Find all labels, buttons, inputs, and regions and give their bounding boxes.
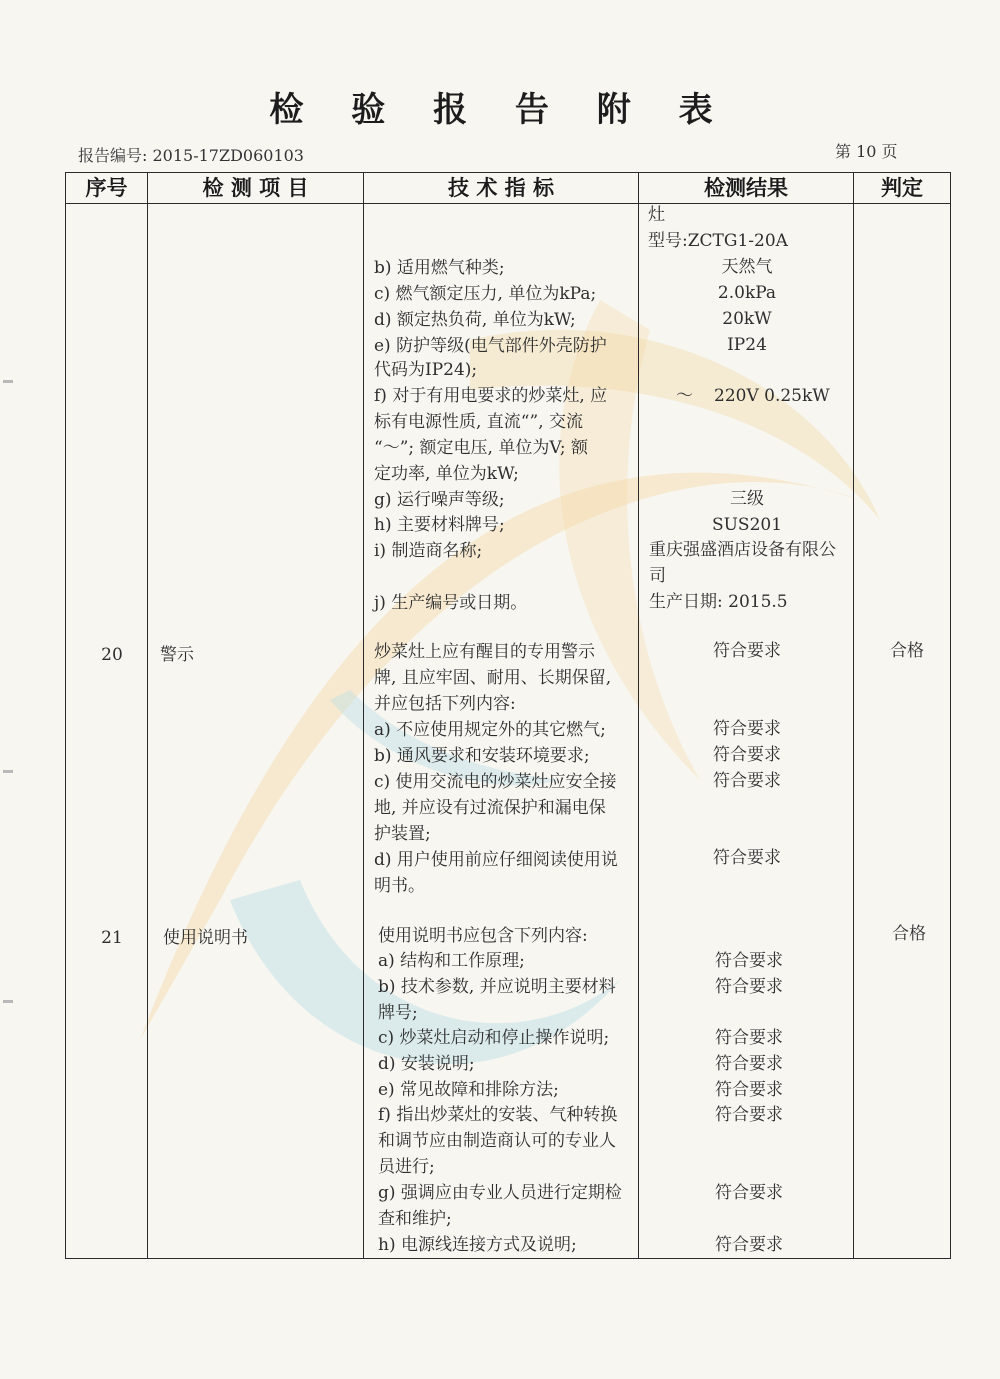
result-line: 符合要求 xyxy=(713,848,781,868)
spec-line: 护装置; xyxy=(374,824,431,844)
result-line: SUS201 xyxy=(711,515,783,535)
inspection-item: 警示 xyxy=(160,645,194,665)
spec-line: 定功率, 单位为kW; xyxy=(374,464,519,484)
result-line: 符合要求 xyxy=(713,719,781,739)
spec-line: d) 安装说明; xyxy=(378,1054,475,1074)
result-line: 符合要求 xyxy=(715,1105,783,1125)
column-divider xyxy=(363,172,364,1259)
report-number: 报告编号: 2015-17ZD060103 xyxy=(78,146,304,165)
result-line: 20kW xyxy=(722,309,772,329)
spec-line: i) 制造商名称; xyxy=(374,541,483,561)
table-border-top xyxy=(65,172,951,173)
result-line: 2.0kPa xyxy=(717,283,777,303)
result-line: 符合要求 xyxy=(715,1028,783,1048)
judgement: 合格 xyxy=(890,641,924,661)
result-line: 灶 xyxy=(648,205,665,225)
spec-line: “～”; 额定电压, 单位为V; 额 xyxy=(374,438,589,458)
spec-line: g) 强调应由专业人员进行定期检 xyxy=(378,1183,622,1203)
header-divider xyxy=(65,203,951,204)
result-line: 重庆强盛酒店设备有限公 xyxy=(649,540,836,560)
spec-line: 牌, 且应牢固、耐用、长期保留, xyxy=(374,668,612,688)
result-line: 符合要求 xyxy=(715,1080,783,1100)
table-border-bottom xyxy=(65,1258,951,1259)
column-header-no: 序号 xyxy=(85,176,128,200)
result-line: 符合要求 xyxy=(713,641,781,661)
judgement: 合格 xyxy=(892,924,926,944)
column-header-item: 检 测 项 目 xyxy=(202,176,309,200)
result-line: 符合要求 xyxy=(715,1235,783,1255)
result-line: 司 xyxy=(649,566,666,586)
spec-line: b) 适用燃气种类; xyxy=(374,258,505,278)
spec-line: e) 常见故障和排除方法; xyxy=(378,1080,559,1100)
page-number: 第 10 页 xyxy=(835,142,898,161)
column-header-result: 检测结果 xyxy=(704,176,788,200)
spec-line: 炒菜灶上应有醒目的专用警示 xyxy=(374,642,595,662)
column-divider xyxy=(950,172,951,1259)
result-line: 符合要求 xyxy=(713,745,781,765)
result-line: 符合要求 xyxy=(713,771,781,791)
inspection-item: 使用说明书 xyxy=(163,928,248,948)
spec-line: d) 用户使用前应仔细阅读使用说 xyxy=(374,850,618,870)
spec-line: a) 结构和工作原理; xyxy=(378,951,525,971)
column-divider xyxy=(147,172,148,1259)
row-number: 20 xyxy=(101,645,123,665)
spec-line: 牌号; xyxy=(378,1003,418,1023)
spec-line: d) 额定热负荷, 单位为kW; xyxy=(374,310,576,330)
spec-line: 标有电源性质, 直流“”, 交流 xyxy=(374,412,583,432)
row-number: 21 xyxy=(101,928,123,948)
column-divider xyxy=(638,172,639,1259)
result-line: 三级 xyxy=(730,489,764,509)
spec-line: 查和维护; xyxy=(378,1209,452,1229)
result-line: 型号:ZCTG1-20A xyxy=(648,231,788,251)
spec-line: b) 技术参数, 并应说明主要材料 xyxy=(378,977,616,997)
spec-line: 并应包括下列内容: xyxy=(374,694,516,714)
result-line: 生产日期: 2015.5 xyxy=(649,592,788,612)
result-line: 符合要求 xyxy=(715,1054,783,1074)
result-line: ～ xyxy=(676,386,693,406)
spec-line: h) 主要材料牌号; xyxy=(374,515,505,535)
report-title: 检 验 报 告 附 表 xyxy=(269,90,731,130)
spec-line: 代码为IP24); xyxy=(374,360,478,380)
spec-line: c) 燃气额定压力, 单位为kPa; xyxy=(374,284,597,304)
spec-line: 地, 并应设有过流保护和漏电保 xyxy=(374,798,606,818)
result-line: 天然气 xyxy=(721,257,773,277)
spec-line: c) 使用交流电的炒菜灶应安全接 xyxy=(374,772,617,792)
spec-line: g) 运行噪声等级; xyxy=(374,490,505,510)
spec-line: h) 电源线连接方式及说明; xyxy=(378,1235,577,1255)
binder-mark xyxy=(3,770,13,773)
column-header-spec: 技 术 指 标 xyxy=(448,176,554,200)
spec-line: 明书。 xyxy=(374,876,425,896)
spec-line: c) 炒菜灶启动和停止操作说明; xyxy=(378,1028,610,1048)
result-line: IP24 xyxy=(727,335,767,355)
result-line: 符合要求 xyxy=(715,977,783,997)
spec-line: b) 通风要求和安装环境要求; xyxy=(374,746,590,766)
column-header-judgement: 判定 xyxy=(881,176,923,200)
spec-line: 和调节应由制造商认可的专业人 xyxy=(378,1131,616,1151)
result-line: 符合要求 xyxy=(715,1183,783,1203)
spec-line: e) 防护等级(电气部件外壳防护 xyxy=(374,336,607,356)
binder-mark xyxy=(3,1000,13,1003)
spec-line: 使用说明书应包含下列内容: xyxy=(378,926,588,946)
result-line: 符合要求 xyxy=(715,951,783,971)
result-line: 220V 0.25kW xyxy=(714,386,830,406)
binder-mark xyxy=(3,380,13,383)
spec-line: f) 对于有用电要求的炒菜灶, 应 xyxy=(374,386,608,406)
spec-line: f) 指出炒菜灶的安装、气种转换 xyxy=(378,1105,618,1125)
spec-line: 员进行; xyxy=(378,1157,435,1177)
column-divider xyxy=(65,172,66,1259)
spec-line: a) 不应使用规定外的其它燃气; xyxy=(374,720,606,740)
spec-line: j) 生产编号或日期。 xyxy=(374,593,528,613)
